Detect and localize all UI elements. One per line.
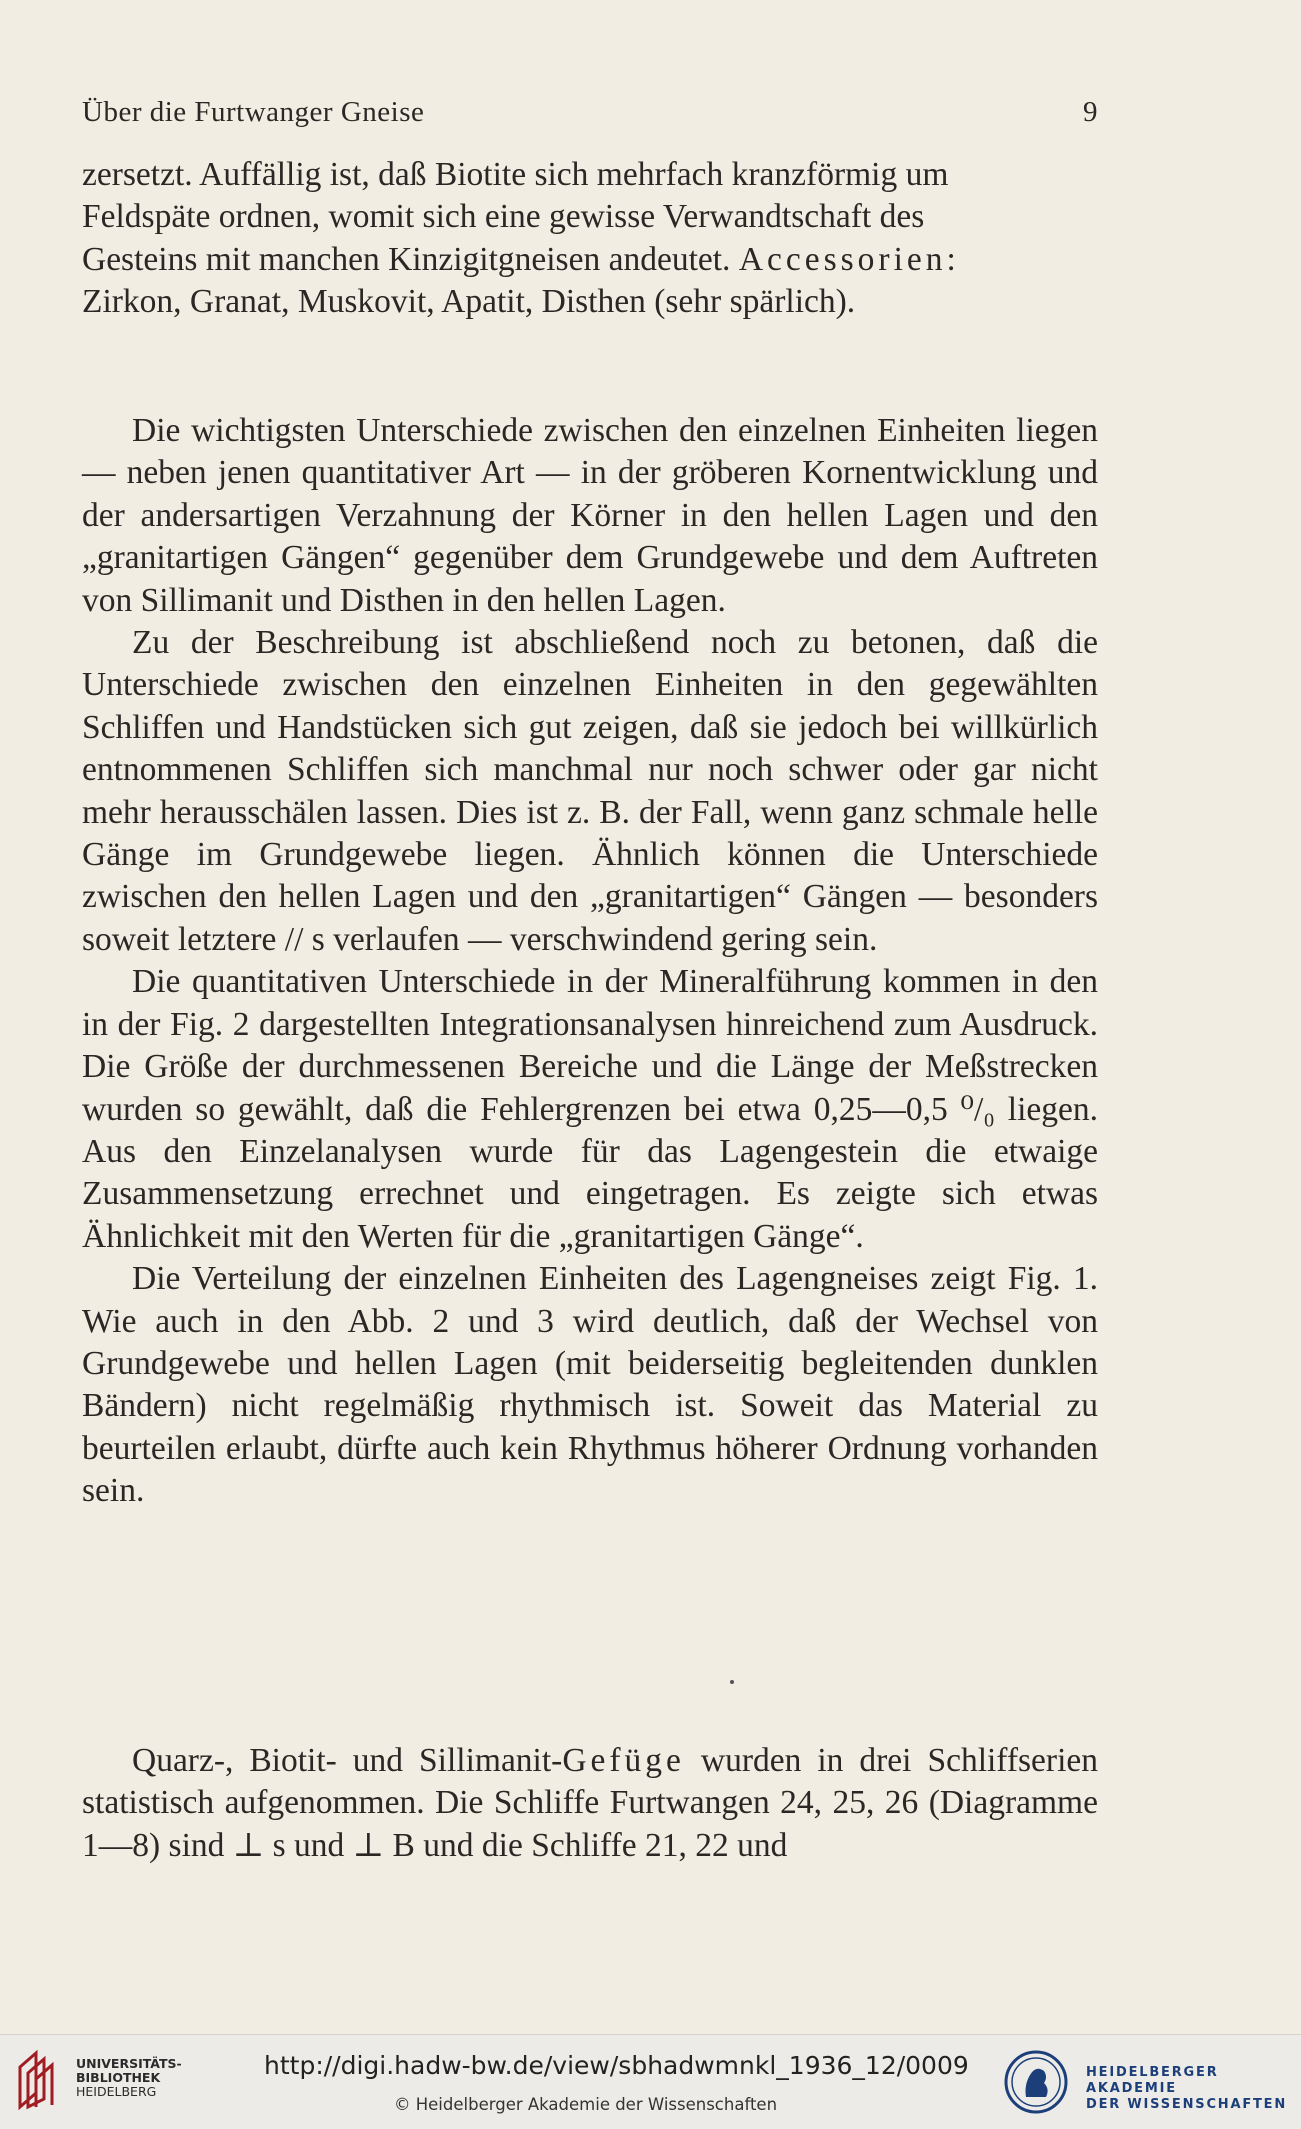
text-block-top — [82, 154, 1098, 324]
paragraph: Die Verteilung der einzelnen Einheiten des Lagengneises zeigt Fig. 1. Wie auch in den Abb. 2 und 3 wird deutlich, daß der Wechsel von Grundgewebe und hellen Lagen (mit beiderseitig begleitenden dunklen Bändern) nicht regelmäßig rhythmisch ist. Soweit das Material zu beurteilen erlaubt, dürfte auch kein Rhythmus höherer Ordnung vorhanden sein. — [82, 1260, 1098, 1510]
academy-seal-icon — [1004, 2049, 1068, 2115]
spaced-term: Accessorien: — [738, 240, 960, 278]
copyright-notice: © Heidelberger Akademie der Wissenschaften — [394, 2095, 778, 2114]
paragraph: Die wichtigsten Unterschiede zwischen den einzelnen Einheiten liegen — neben jenen quantitativer Art — in der gröberen Kornentwicklung und der andersartigen Verzahnung der Körner in den hellen Lagen und den „granitartigen Gängen“ gegenüber dem Grundgewebe und dem Auftreten von Sillimanit und Disthen in den hellen Lagen. — [82, 412, 1098, 619]
text-span: Gesteins mit manchen Kinzigitgneisen andeutet. — [82, 240, 739, 278]
paragraph: Die quantitativen Unterschiede in der Mineralführung kommen in den in der Fig. 2 dargestellten Integrationsanalysen hinreichend zum Ausdruck. Die Größe der durchmessenen Bereiche und die Länge der Meßstrecken wurden so gewählt, daß die Fehlergrenzen bei etwa 0,25—0,5 ⁰/₀ liegen. Aus den Einzelanalysen wurde für das Lagengestein die etwaige Zusammensetzung errechnet und eingetragen. Es zeigte sich etwas Ähnlichkeit mit den Werten für die „granitartigen Gänge“. — [82, 963, 1098, 1255]
text-span: Quarz-, Biotit- und Sillimanit- — [132, 1742, 563, 1779]
university-library-logo-icon — [14, 2049, 64, 2111]
section-separator — [730, 1680, 734, 1684]
running-title: Über die Furtwanger Gneise — [82, 96, 425, 128]
academy-name: HEIDELBERGER AKADEMIE DER WISSENSCHAFTEN — [1086, 2065, 1288, 2112]
running-header — [82, 96, 1098, 129]
footer-bar — [0, 2034, 1301, 2129]
paragraph — [82, 1740, 1098, 1867]
text-line: Feldspäte ordnen, womit sich eine gewisse Verwandtschaft des — [82, 198, 925, 236]
text-block-main — [82, 410, 1098, 1513]
university-library-name: UNIVERSITÄTS- BIBLIOTHEK HEIDELBERG — [76, 2056, 182, 2099]
text-line: Zirkon, Granat, Muskovit, Apatit, Disthen (sehr spärlich). — [82, 283, 856, 321]
text-line — [82, 239, 1098, 281]
permalink-url[interactable]: http://digi.hadw-bw.de/view/sbhadwmnkl_1936_12/0009 — [264, 2051, 969, 2080]
text-block-bottom — [82, 1740, 1098, 1867]
page-number: 9 — [1083, 96, 1098, 128]
text-span: wurden in drei Schliffserien statistisch aufgenommen. Die Schliffe Furtwangen 24, 25, 26 (Diagramme 1—8) sind ⊥ s und ⊥ B und die Schliffe 21, 22 und — [82, 1742, 1099, 1864]
paragraph: Zu der Beschreibung ist abschließend noch zu betonen, daß die Unterschiede zwischen den einzelnen Einheiten in den gegewählten Schliffen und Handstücken sich gut zeigen, daß sie jedoch bei willkürlich entnommenen Schliffen sich manchmal nur noch schwer oder gar nicht mehr herausschälen lassen. Dies ist z. B. der Fall, wenn ganz schmale helle Gänge im Grundgewebe liegen. Ähnlich können die Unterschiede zwischen den hellen Lagen und den „granitartigen“ Gängen — besonders soweit letztere // s verlaufen — verschwindend gering sein. — [82, 624, 1098, 958]
text-line: zersetzt. Auffällig ist, daß Biotite sich mehrfach kranzförmig um — [82, 156, 949, 193]
spaced-term: Gefüge — [562, 1742, 685, 1779]
